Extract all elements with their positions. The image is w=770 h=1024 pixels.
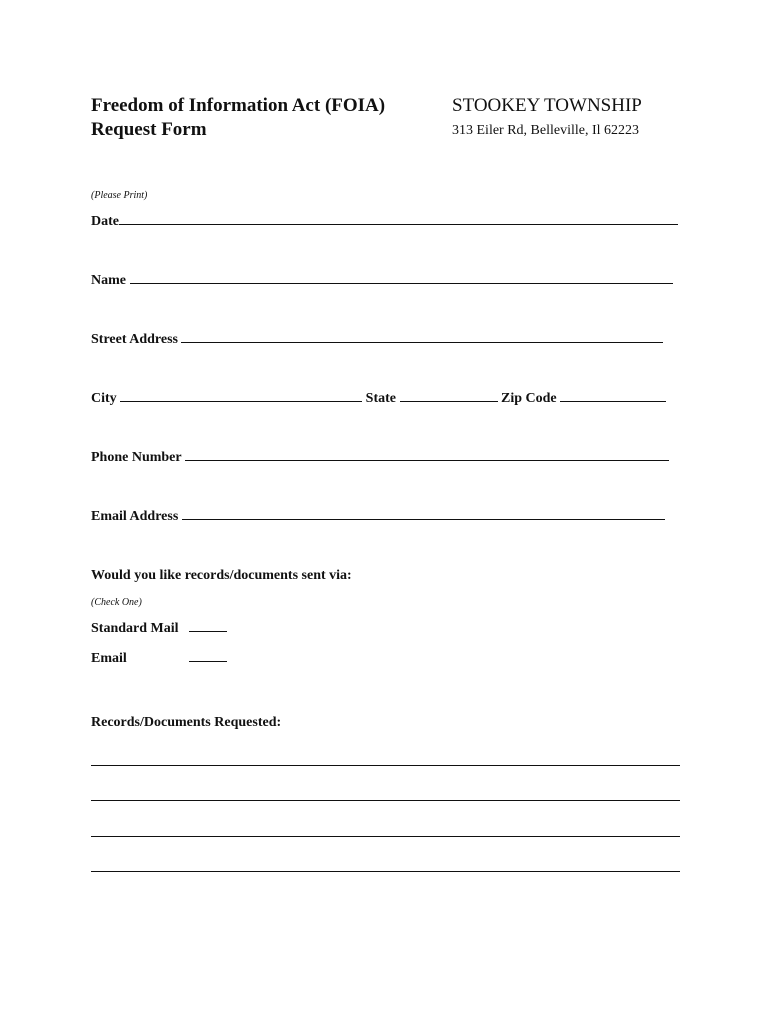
email-option-checkbox[interactable] (189, 660, 227, 662)
street-address-label: Street Address (91, 332, 178, 347)
delivery-question: Would you like records/documents sent via: (91, 568, 352, 583)
date-line[interactable] (119, 223, 678, 225)
standard-mail-label: Standard Mail (91, 621, 179, 636)
organization-name: STOOKEY TOWNSHIP (452, 95, 642, 116)
records-line-1[interactable] (91, 765, 680, 766)
street-address-field[interactable] (91, 332, 663, 348)
form-title (91, 94, 385, 142)
form-title-line2: Request Form (91, 119, 207, 140)
street-address-line[interactable] (181, 341, 663, 343)
form-title-line1: Freedom of Information Act (FOIA) (91, 95, 386, 116)
name-label: Name (91, 273, 126, 288)
phone-number-label: Phone Number (91, 450, 182, 465)
name-line[interactable] (130, 282, 673, 284)
records-line-4[interactable] (91, 871, 680, 872)
date-label: Date (91, 214, 119, 229)
standard-mail-option[interactable] (91, 621, 227, 637)
records-requested-heading: Records/Documents Requested: (91, 715, 282, 730)
please-print-note: (Please Print) (91, 190, 148, 201)
email-option-label: Email (91, 651, 127, 666)
zip-code-line[interactable] (560, 400, 666, 402)
email-address-field[interactable] (91, 509, 665, 525)
date-field[interactable] (91, 214, 678, 230)
state-line[interactable] (400, 400, 498, 402)
phone-number-line[interactable] (185, 459, 669, 461)
records-line-3[interactable] (91, 836, 680, 837)
city-state-zip-row (91, 391, 666, 407)
records-line-2[interactable] (91, 800, 680, 801)
email-option[interactable] (91, 651, 227, 667)
email-address-line[interactable] (182, 518, 665, 520)
city-label: City (91, 391, 117, 406)
standard-mail-checkbox[interactable] (189, 630, 227, 632)
check-one-note: (Check One) (91, 597, 142, 608)
organization-address: 313 Eiler Rd, Belleville, Il 62223 (452, 123, 640, 138)
name-field[interactable] (91, 273, 673, 289)
phone-number-field[interactable] (91, 450, 669, 466)
city-line[interactable] (120, 400, 362, 402)
zip-code-label: Zip Code (501, 391, 557, 406)
email-address-label: Email Address (91, 509, 179, 524)
state-label: State (365, 391, 396, 406)
